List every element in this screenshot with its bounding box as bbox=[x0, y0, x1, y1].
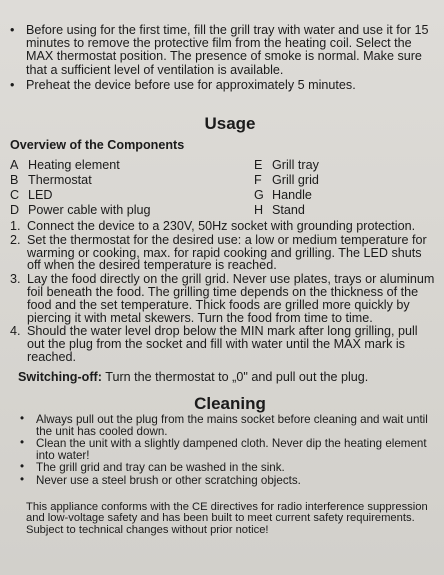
component-label: Thermostat bbox=[28, 173, 92, 187]
component-label: Power cable with plug bbox=[28, 203, 151, 217]
component-item bbox=[254, 158, 319, 173]
step-number: 2. bbox=[10, 232, 21, 247]
component-key: F bbox=[254, 173, 262, 187]
component-label: Grill tray bbox=[272, 158, 319, 172]
usage-heading: Usage bbox=[204, 114, 256, 133]
components-overview-heading: Overview of the Components bbox=[10, 138, 185, 152]
cleaning-bullet-text: Never use a steel brush or other scratching objects. bbox=[36, 473, 301, 487]
components-column-right bbox=[254, 158, 319, 218]
cleaning-bullet-list bbox=[20, 414, 432, 488]
usage-step bbox=[10, 234, 438, 272]
bullet-icon: • bbox=[10, 23, 15, 37]
cleaning-heading: Cleaning bbox=[194, 394, 266, 413]
component-key: A bbox=[10, 158, 19, 172]
component-item bbox=[10, 158, 151, 173]
bullet-icon: • bbox=[20, 436, 25, 450]
cleaning-bullet-text: Clean the unit with a slightly dampened cloth. Never dip the heating element into water! bbox=[36, 437, 427, 462]
component-item bbox=[10, 173, 151, 188]
cleaning-bullet-item bbox=[20, 438, 432, 461]
component-label: Stand bbox=[272, 203, 305, 217]
component-key: C bbox=[10, 188, 20, 202]
switching-off-paragraph bbox=[18, 370, 368, 384]
component-key: D bbox=[10, 203, 20, 217]
switching-off-label: Switching-off: bbox=[18, 370, 102, 384]
component-key: B bbox=[10, 173, 19, 187]
component-item bbox=[10, 188, 151, 203]
step-number: 1. bbox=[10, 219, 21, 233]
component-label: Grill grid bbox=[272, 173, 319, 187]
bullet-icon: • bbox=[20, 472, 25, 486]
component-label: Handle bbox=[272, 188, 312, 202]
intro-bullet-item bbox=[10, 79, 438, 92]
cleaning-bullet-text: The grill grid and tray can be washed in the sink. bbox=[36, 461, 285, 475]
bullet-icon: • bbox=[10, 77, 15, 92]
component-label: Heating element bbox=[28, 158, 120, 172]
step-number: 4. bbox=[10, 324, 21, 339]
step-text: Set the thermostat for the desired use: a low or medium temperature for warming or cooking, max. for rapid cooking and grilling. The LED shuts off when the desired temperature is reached. bbox=[27, 232, 427, 273]
step-text: Lay the food directly on the grill grid. Never use plates, trays or aluminum foil beneath the food. The grilling time depends on the thickness of the food and the set temperature. Thick foods are grilled more quickly by piercing it with metal skewers. Turn the food from time to time. bbox=[27, 272, 435, 325]
usage-step bbox=[10, 273, 438, 324]
usage-step bbox=[10, 325, 438, 363]
intro-bullet-list bbox=[10, 24, 438, 94]
step-number: 3. bbox=[10, 272, 21, 287]
component-key: E bbox=[254, 158, 263, 172]
usage-steps-list bbox=[10, 220, 438, 365]
cleaning-bullet-item bbox=[20, 472, 432, 487]
step-text: Connect the device to a 230V, 50Hz socket with grounding protection. bbox=[27, 219, 416, 233]
component-key: H bbox=[254, 203, 264, 217]
component-item bbox=[10, 203, 151, 218]
component-label: LED bbox=[28, 188, 53, 202]
usage-step bbox=[10, 220, 438, 233]
ce-conformity-notice: This appliance conforms with the CE directives for radio interference suppression and low-voltage safety and has been built to meet current safety requirements. Subject to technical changes without prior notice! bbox=[26, 501, 428, 536]
cleaning-bullet-item bbox=[20, 462, 432, 474]
switching-off-text: Turn the thermostat to „0" and pull out the plug. bbox=[101, 370, 369, 384]
bullet-icon: • bbox=[20, 412, 25, 425]
components-column-left bbox=[10, 158, 151, 218]
component-key: G bbox=[254, 188, 264, 202]
cleaning-bullet-item bbox=[20, 414, 432, 437]
intro-bullet-item bbox=[10, 24, 438, 77]
component-item bbox=[254, 173, 319, 188]
intro-bullet-text: Preheat the device before use for approximately 5 minutes. bbox=[26, 77, 356, 92]
step-text: Should the water level drop below the MIN mark after long grilling, pull out the plug from the socket and fill with water until the MAX mark is reached. bbox=[27, 324, 418, 364]
cleaning-bullet-text: Always pull out the plug from the mains socket before cleaning and wait until the unit has cooled down. bbox=[36, 413, 428, 438]
component-item bbox=[254, 203, 319, 218]
intro-bullet-text: Before using for the first time, fill the grill tray with water and use it for 15 minutes to remove the protective film from the heating coil. Select the MAX thermostat position. The presence of smoke is normal. Make sure that a sufficient level of ventilation is available. bbox=[26, 23, 429, 77]
bullet-icon: • bbox=[20, 460, 25, 474]
component-item bbox=[254, 188, 319, 203]
